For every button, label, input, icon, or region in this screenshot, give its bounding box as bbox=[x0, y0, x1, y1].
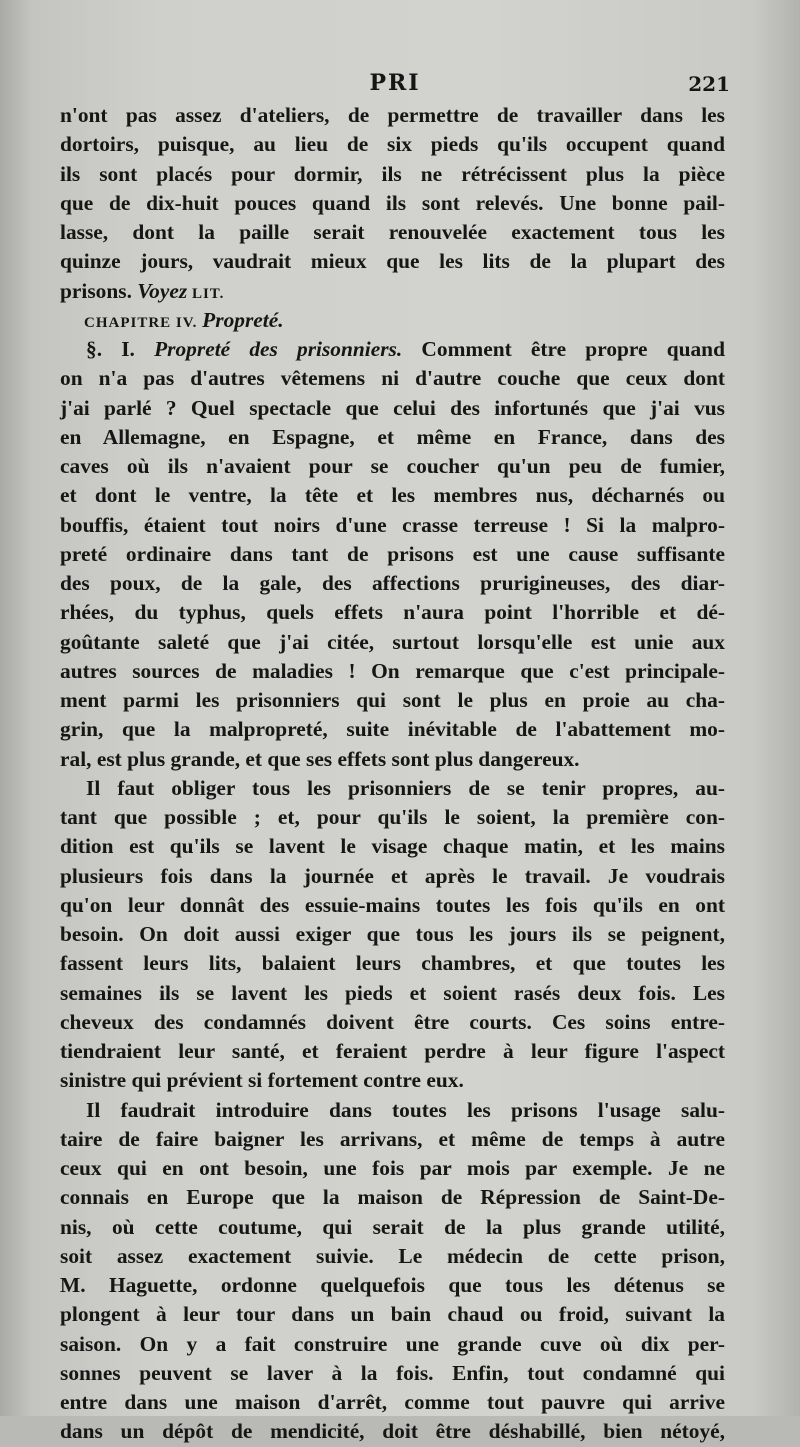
text-line: dition est qu'ils se lavent le visage chaque matin, et les mains bbox=[60, 834, 725, 859]
text-line: sonnes peuvent se laver à la fois. Enfin, tout condamné qui bbox=[60, 1360, 725, 1385]
text-line: qu'on leur donnât des essuie-mains toutes les fois qu'ils en ont bbox=[60, 892, 725, 917]
text-line: preté ordinaire dans tant de prisons est une cause suffisante bbox=[60, 541, 725, 566]
see-also-voyez: Voyez bbox=[137, 278, 188, 303]
text-line: connais en Europe que la maison de Répression de Saint-De- bbox=[60, 1185, 725, 1210]
text-line: ral, est plus grande, et que ses effets sont plus dangereux. bbox=[60, 746, 580, 771]
see-also-prefix: prisons. bbox=[60, 278, 138, 303]
text-line: soit assez exactement suivie. Le médecin de cette prison, bbox=[60, 1243, 725, 1268]
text-line: rhées, du typhus, quels effets n'aura point l'horrible et dé- bbox=[60, 600, 725, 625]
text-line: sinistre qui prévient si fortement contre eux. bbox=[60, 1068, 464, 1093]
section-marker: §. I. bbox=[86, 337, 155, 361]
text-line: on n'a pas d'autres vêtemens ni d'autre couche que ceux dont bbox=[60, 366, 725, 391]
page-header bbox=[60, 70, 730, 100]
text-line: ment parmi les prisonniers qui sont le plus en proie au cha- bbox=[60, 688, 725, 712]
text-line: ceux qui en ont besoin, une fois par mois par exemple. Je ne bbox=[60, 1156, 725, 1180]
section-first-line: Comment être propre quand bbox=[402, 337, 725, 361]
see-also-target: LIT. bbox=[187, 285, 225, 302]
text-line: j'ai parlé ? Quel spectacle que celui des infortunés que j'ai vus bbox=[60, 395, 725, 420]
chapter-label: CHAPITRE IV. bbox=[84, 314, 203, 331]
text-line: dans un dépôt de mendicité, doit être déshabillé, bien nétoyé, bbox=[60, 1419, 725, 1444]
text-line: autres sources de maladies ! On remarque que c'est principale- bbox=[60, 658, 725, 683]
text-line: entre dans une maison d'arrêt, comme tout pauvre qui arrive bbox=[60, 1390, 725, 1414]
section-heading-line bbox=[60, 335, 725, 364]
text-line: saison. On y a fait construire une grande cuve où dix per- bbox=[60, 1331, 725, 1356]
text-line: n'ont pas assez d'ateliers, de permettre de travailler dans les bbox=[60, 103, 725, 127]
text-line: grin, que la malpropreté, suite inévitable de l'abattement mo- bbox=[60, 717, 725, 742]
text-line: cheveux des condamnés doivent être courts. Ces soins entre- bbox=[60, 1009, 725, 1034]
text-line: besoin. On doit aussi exiger que tous les jours ils se peignent, bbox=[60, 922, 725, 946]
text-line: bouffis, étaient tout noirs d'une crasse terreuse ! Si la malpro- bbox=[60, 512, 725, 537]
see-also-line bbox=[60, 277, 725, 306]
text-line: Il faut obliger tous les prisonniers de se tenir propres, au- bbox=[86, 775, 725, 800]
text-line: nis, où cette coutume, qui serait de la plus grande utilité, bbox=[60, 1214, 725, 1239]
text-line: ils sont placés pour dormir, ils ne rétrécissent plus la pièce bbox=[60, 161, 725, 186]
body-text bbox=[60, 101, 725, 1447]
text-line: des poux, de la gale, des affections prurigineuses, des diar- bbox=[60, 571, 725, 595]
text-line: Il faudrait introduire dans toutes les prisons l'usage salu- bbox=[86, 1097, 725, 1122]
text-line: dortoirs, puisque, au lieu de six pieds qu'ils occupent quand bbox=[60, 132, 725, 157]
text-line: que de dix-huit pouces quand ils sont relevés. Une bonne pail- bbox=[60, 190, 725, 215]
text-line: taire de faire baigner les arrivans, et même de temps à autre bbox=[60, 1126, 725, 1151]
text-line: fassent leurs lits, balaient leurs chambres, et que toutes les bbox=[60, 951, 725, 976]
text-line: en Allemagne, en Espagne, et même en France, dans des bbox=[60, 424, 725, 449]
section-title: Propreté des prisonniers. bbox=[154, 337, 403, 361]
running-head: PRI bbox=[369, 70, 421, 96]
chapter-heading bbox=[60, 306, 725, 335]
text-line: M. Haguette, ordonne quelquefois que tous les détenus se bbox=[60, 1273, 725, 1297]
text-line: caves où ils n'avaient pour se coucher qu'un peu de fumier, bbox=[60, 454, 725, 478]
text-line: quinze jours, vaudrait mieux que les lits de la plupart des bbox=[60, 249, 725, 274]
page-number: 221 bbox=[688, 72, 730, 96]
chapter-title: Propreté. bbox=[202, 307, 284, 332]
text-line: lasse, dont la paille serait renouvelée exactement tous les bbox=[60, 220, 725, 244]
text-line: goûtante saleté que j'ai citée, surtout lorsqu'elle est unie aux bbox=[60, 629, 725, 654]
text-line: plongent à leur tour dans un bain chaud ou froid, suivant la bbox=[60, 1302, 725, 1327]
text-line: tant que possible ; et, pour qu'ils le soient, la première con- bbox=[60, 805, 725, 829]
text-line: plusieurs fois dans la journée et après le travail. Je voudrais bbox=[60, 863, 725, 888]
text-line: et dont le ventre, la tête et les membres nus, décharnés ou bbox=[60, 483, 725, 508]
text-line: semaines ils se lavent les pieds et soient rasés deux fois. Les bbox=[60, 980, 725, 1005]
text-line: tiendraient leur santé, et feraient perdre à leur figure l'aspect bbox=[60, 1039, 725, 1063]
